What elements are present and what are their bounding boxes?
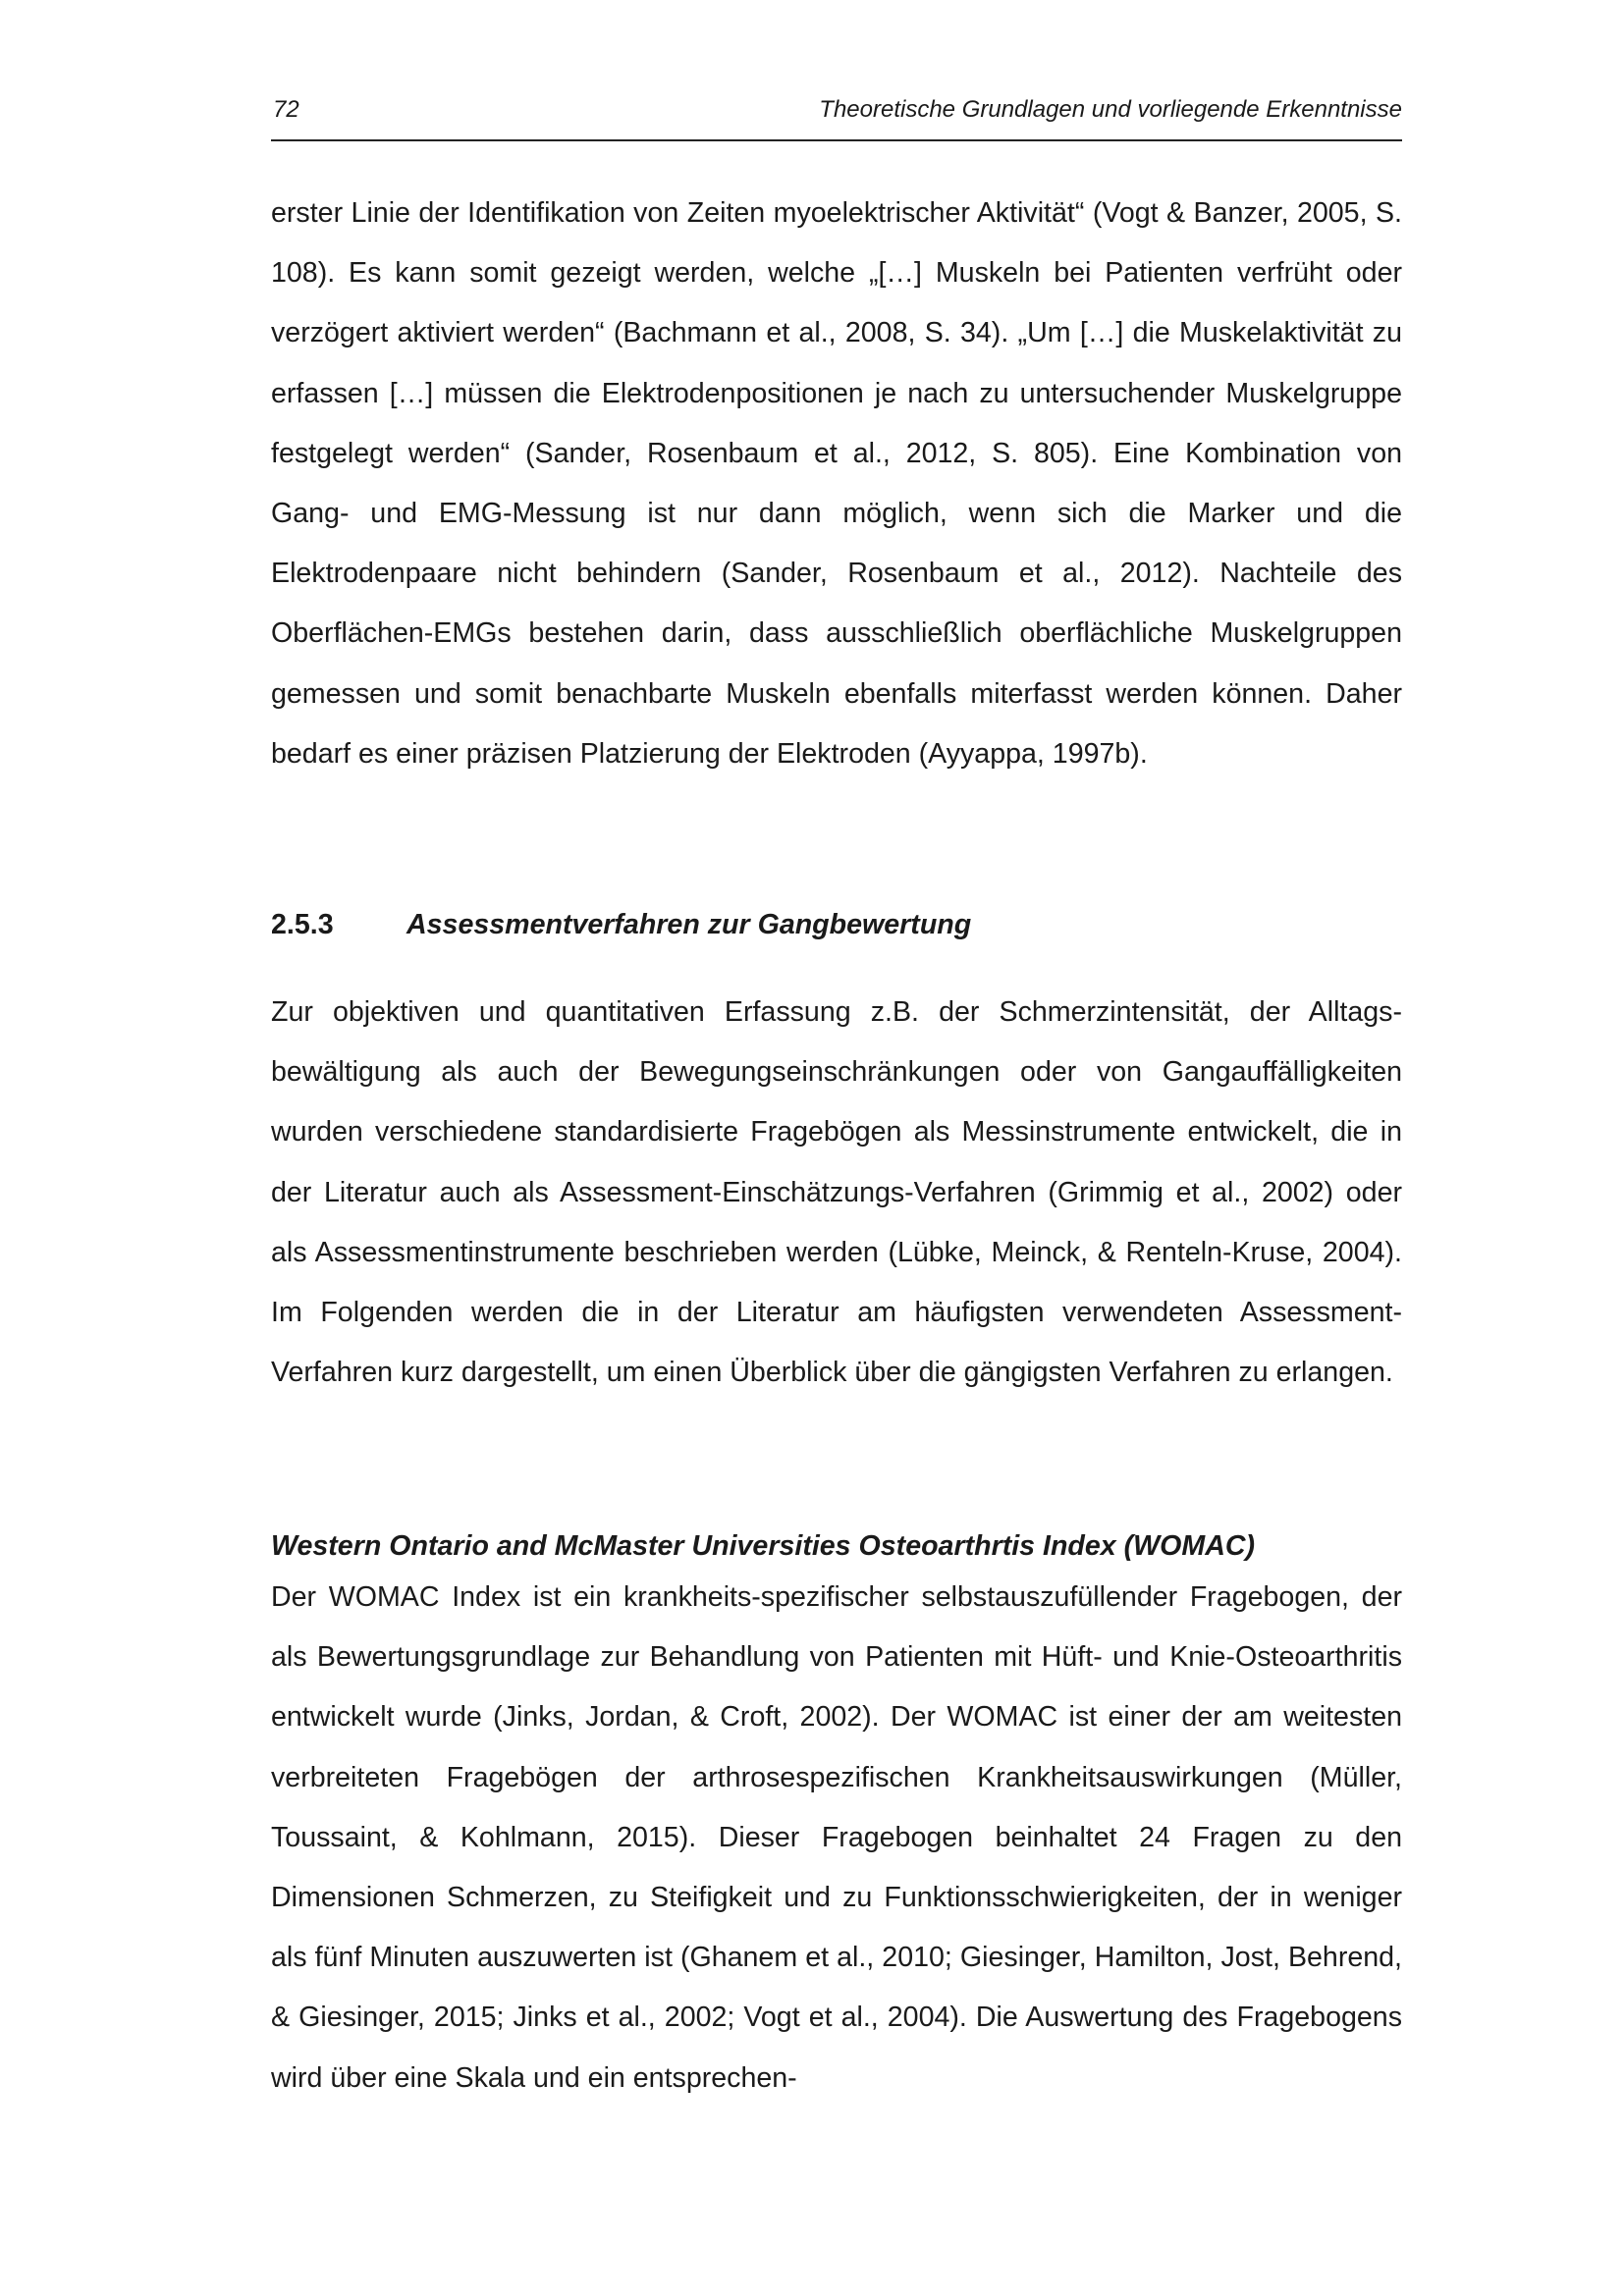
subheading-womac: Western Ontario and McMaster Universities Osteoarthrtis Index (WOMAC) — [271, 1530, 1256, 1562]
chapter-title: Theoretische Grundlagen und vorliegende Erkenntnisse — [819, 96, 1402, 123]
paragraph-assessment: Zur objektiven und quantitativen Erfassung z.B. der Schmerzintensität, der Alltagsbewältigung als auch der Bewegungseinschränkungen oder von Gangauffälligkeiten wurden verschiedene standardisierte Fragebögen als Messinstrumente entwickelt, die in der Literatur auch als Assessment-Einschätzungs-Verfahren (Grimmig et al., 2002) oder als Assessmentinstrumente beschrieben werden (Lübke, Meinck, & Renteln-Kruse, 2004). Im Folgenden werden die in der Literatur am häufigsten verwendeten Assessment-Verfahren kurz dargestellt, um einen Überblick über die gängigsten Verfahren zu erlangen. — [271, 996, 1402, 1389]
page-number: 72 — [273, 96, 299, 123]
paragraph-emg: erster Linie der Identifikation von Zeiten myoelektrischer Aktivität“ (Vogt & Banzer, 2005, S. 108). Es kann somit gezeigt werden, welche „[…] Muskeln bei Patienten verfrüht oder verzögert aktiviert werden“ (Bachmann et al., 2008, S. 34). „Um […] die Muskelaktivität zu erfassen […] müssen die Elektrodenpositionen je nach zu untersuchender Muskelgruppe festgelegt werden“ (Sander, Rosenbaum et al., 2012, S. 805). Eine Kombination von Gang- und EMG-Messung ist nur dann möglich, wenn sich die Marker und die Elektrodenpaare nicht behindern (Sander, Rosenbaum et al., 2012). Nachteile des Oberflächen-EMGs bestehen darin, dass ausschließlich oberflächliche Muskelgruppen gemessen und somit benachbarte Muskeln ebenfalls miterfasst werden können. Daher bedarf es einer präzisen Platzierung der Elektroden (Ayyappa, 1997b). — [271, 197, 1402, 770]
section-heading — [271, 905, 1402, 944]
running-header — [271, 96, 1402, 141]
section-number: 2.5.3 — [271, 909, 334, 940]
paragraph-womac: Der WOMAC Index ist ein krankheits-spezifischer selbstauszufüllender Fragebogen, der als Bewertungsgrundlage zur Behandlung von Patienten mit Hüft- und Knie-Osteoarthritis entwickelt wurde (Jinks, Jordan, & Croft, 2002). Der WOMAC ist einer der am weitesten verbreiteten Fragebögen der arthrosespezifischen Krankheitsauswirkungen (Müller, Toussaint, & Kohlmann, 2015). Dieser Fragebogen beinhaltet 24 Fragen zu den Dimensionen Schmerzen, zu Steifigkeit und zu Funktionsschwierigkeiten, der in weniger als fünf Minuten auszuwerten ist (Ghanem et al., 2010; Giesinger, Hamilton, Jost, Behrend, & Giesinger, 2015; Jinks et al., 2002; Vogt et al., 2004). Die Auswertung des Fragebogens wird über eine Skala und ein entsprechen- — [271, 1581, 1402, 2094]
section-title: Assessmentverfahren zur Gangbewertung — [406, 909, 972, 940]
